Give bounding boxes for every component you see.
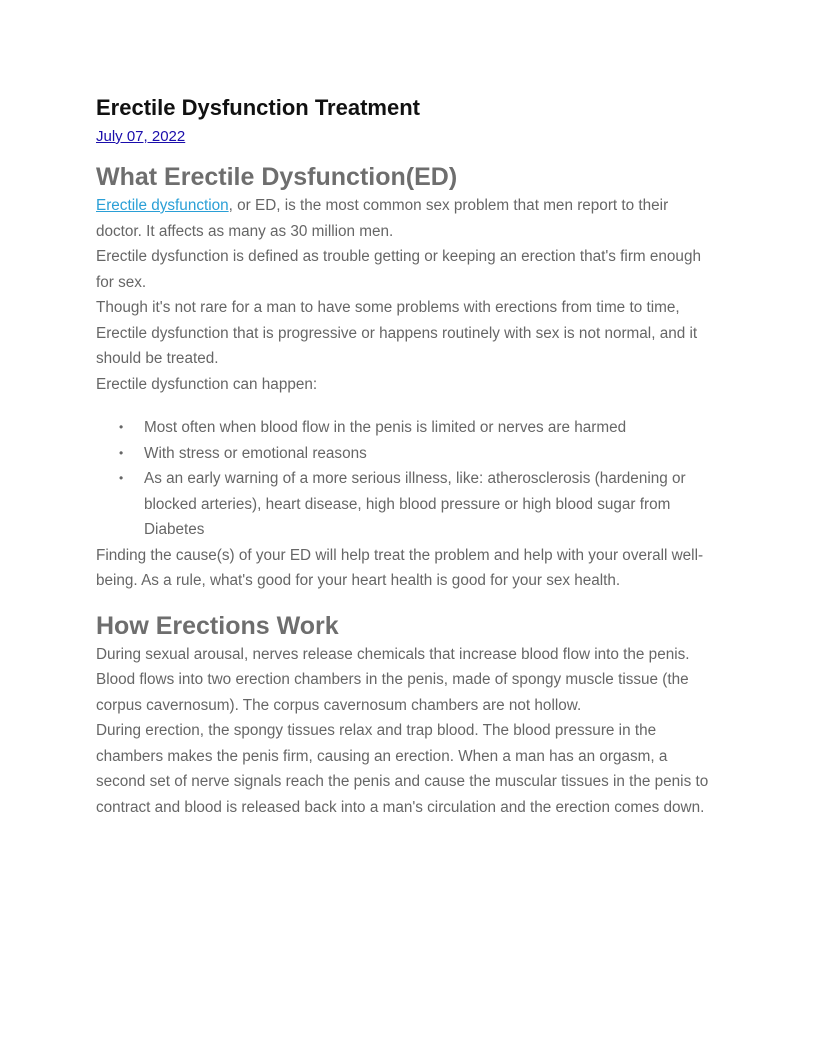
post-date-link[interactable]: July 07, 2022	[96, 128, 186, 145]
paragraph-intro	[96, 193, 718, 244]
document-page	[96, 93, 718, 820]
list-item	[119, 466, 718, 543]
paragraph-finding-cause: Finding the cause(s) of your ED will help treat the problem and help with your overall well-being. As a rule, what's good for your heart health is good for your sex health.	[96, 546, 704, 589]
paragraph-erection-process: During erection, the spongy tissues relax and trap blood. The blood pressure in the chambers makes the penis firm, causing an erection. When a man has an orgasm, a second set of nerve signals reach the penis and cause the muscular tissues in the penis to contract and blood is released back into a man's circulation and the erection comes down.	[96, 722, 709, 816]
list-item	[119, 415, 718, 441]
erectile-dysfunction-link[interactable]: Erectile dysfunction	[96, 197, 229, 214]
bullet-icon: •	[119, 471, 124, 485]
list-item	[119, 441, 718, 467]
paragraph-progressive: Though it's not rare for a man to have some problems with erections from time to time, Erectile dysfunction that is progressive or happens routinely with sex is not normal, and it should be treated.	[96, 299, 698, 367]
page-title: Erectile Dysfunction Treatment	[96, 95, 420, 120]
list-item-text: As an early warning of a more serious illness, like: atherosclerosis (hardening or blocked arteries), heart disease, high blood pressure or high blood sugar from Diabetes	[144, 470, 686, 538]
paragraph-arousal: During sexual arousal, nerves release chemicals that increase blood flow into the penis. Blood flows into two erection chambers in the penis, made of spongy muscle tissue (the corpus cavernosum). The corpus cavernosum chambers are not hollow.	[96, 645, 690, 714]
paragraph-intro-text: , or ED, is the most common sex problem that men report to their doctor. It affects as many as 30 million men.	[96, 197, 669, 240]
bullet-icon: •	[119, 445, 124, 460]
paragraph-can-happen: Erectile dysfunction can happen:	[96, 375, 318, 393]
section-heading-how-erections-work: How Erections Work	[96, 611, 339, 640]
list-item-text: Most often when blood flow in the penis is limited or nerves are harmed	[144, 419, 627, 436]
paragraph-definition: Erectile dysfunction is defined as trouble getting or keeping an erection that's firm enough for sex.	[96, 248, 701, 291]
bullet-icon: •	[119, 420, 124, 434]
list-item-text: With stress or emotional reasons	[144, 444, 367, 462]
causes-list	[96, 415, 718, 543]
section-heading-what-is-ed: What Erectile Dysfunction(ED)	[96, 163, 458, 191]
